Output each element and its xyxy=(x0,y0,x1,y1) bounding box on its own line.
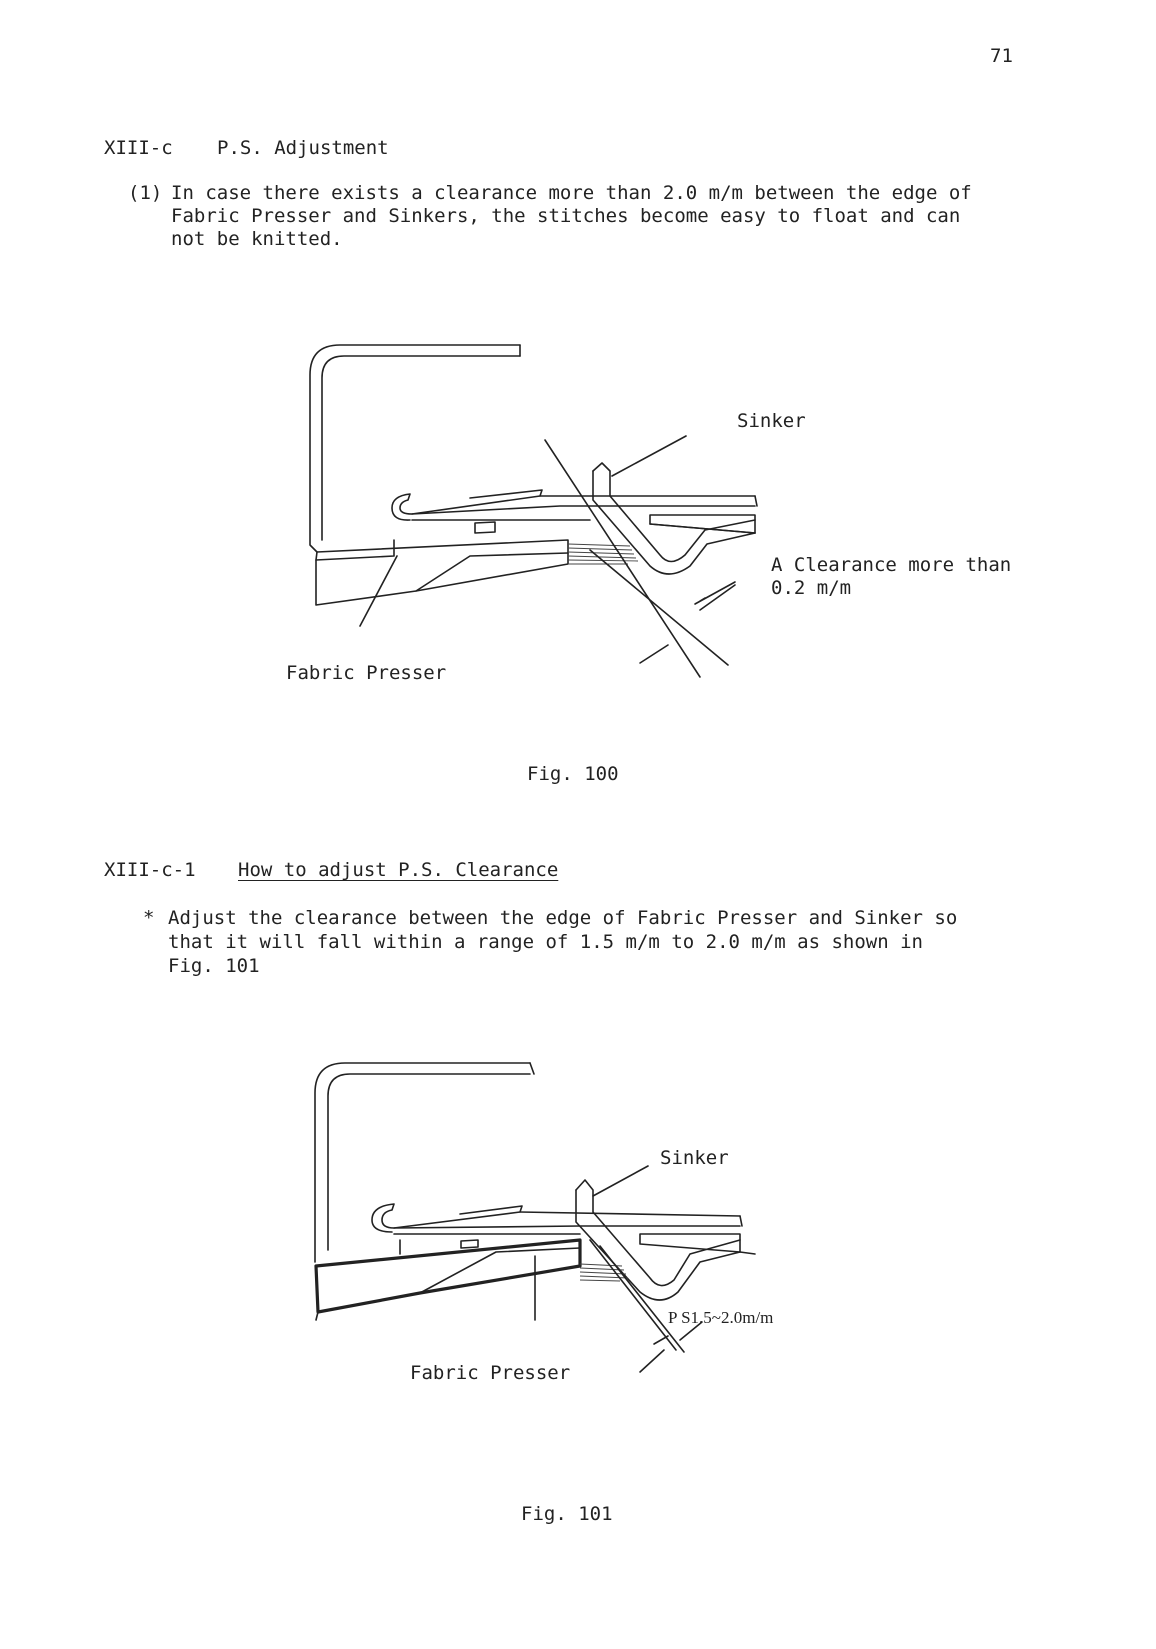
presser-frame-outer xyxy=(310,345,520,552)
subsection-title: How to adjust P.S. Clearance xyxy=(238,859,559,881)
section-title: P.S. Adjustment xyxy=(217,137,389,159)
presser-frame-outer xyxy=(315,1063,530,1262)
sinker-leader xyxy=(593,1166,648,1196)
clearance-line-b xyxy=(600,1246,684,1352)
paragraph-2-marker: * xyxy=(143,907,155,929)
figure-100-caption: Fig. 100 xyxy=(527,763,619,785)
fabric-presser-leader xyxy=(360,556,397,626)
clearance-dimension xyxy=(695,582,735,604)
figure-101-caption: Fig. 101 xyxy=(521,1503,613,1525)
paragraph-2-line: Fig. 101 xyxy=(168,955,260,977)
figure-100-clearance-label-line1: A Clearance more than xyxy=(771,554,1012,576)
figure-100-clearance-label-line2: 0.2 m/m xyxy=(771,577,852,599)
presser-base xyxy=(316,540,568,605)
paragraph-1-line: Fabric Presser and Sinkers, the stitches become easy to float and can xyxy=(171,205,961,227)
paragraph-1-marker: (1) xyxy=(128,182,163,204)
section-code: XIII-c xyxy=(104,137,173,159)
subsection-code: XIII-c-1 xyxy=(104,859,196,881)
presser-hook-plate xyxy=(392,490,542,520)
presser-hook-plate xyxy=(372,1204,522,1232)
sinker-leader xyxy=(612,436,686,476)
paragraph-2-line: Adjust the clearance between the edge of Fabric Presser and Sinker so xyxy=(168,907,958,929)
figure-100-drawing xyxy=(0,0,1156,720)
sinker-body xyxy=(576,1180,740,1286)
ps-dimension xyxy=(640,1350,664,1372)
paragraph-1-line: In case there exists a clearance more than 2.0 m/m between the edge of xyxy=(171,182,972,204)
paragraph-2-line: that it will fall within a range of 1.5 m/m to 2.0 m/m as shown in xyxy=(168,931,923,953)
figure-100-sinker-label: Sinker xyxy=(737,410,806,432)
presser-frame-inner xyxy=(328,1074,530,1250)
clearance-line-b xyxy=(590,550,728,665)
fabric-hatching xyxy=(580,1264,628,1281)
figure-100-fabric-presser-label: Fabric Presser xyxy=(286,662,447,684)
presser-base xyxy=(316,1240,580,1312)
figure-101-ps-label: P S1.5~2.0m/m xyxy=(668,1308,774,1327)
sinker-body xyxy=(593,463,755,562)
figure-101-fabric-presser-label: Fabric Presser xyxy=(410,1362,571,1384)
figure-101-sinker-label: Sinker xyxy=(660,1147,729,1169)
paragraph-1-line: not be knitted. xyxy=(171,228,343,250)
page-number: 71 xyxy=(990,45,1013,67)
clearance-line-a xyxy=(590,1240,676,1350)
